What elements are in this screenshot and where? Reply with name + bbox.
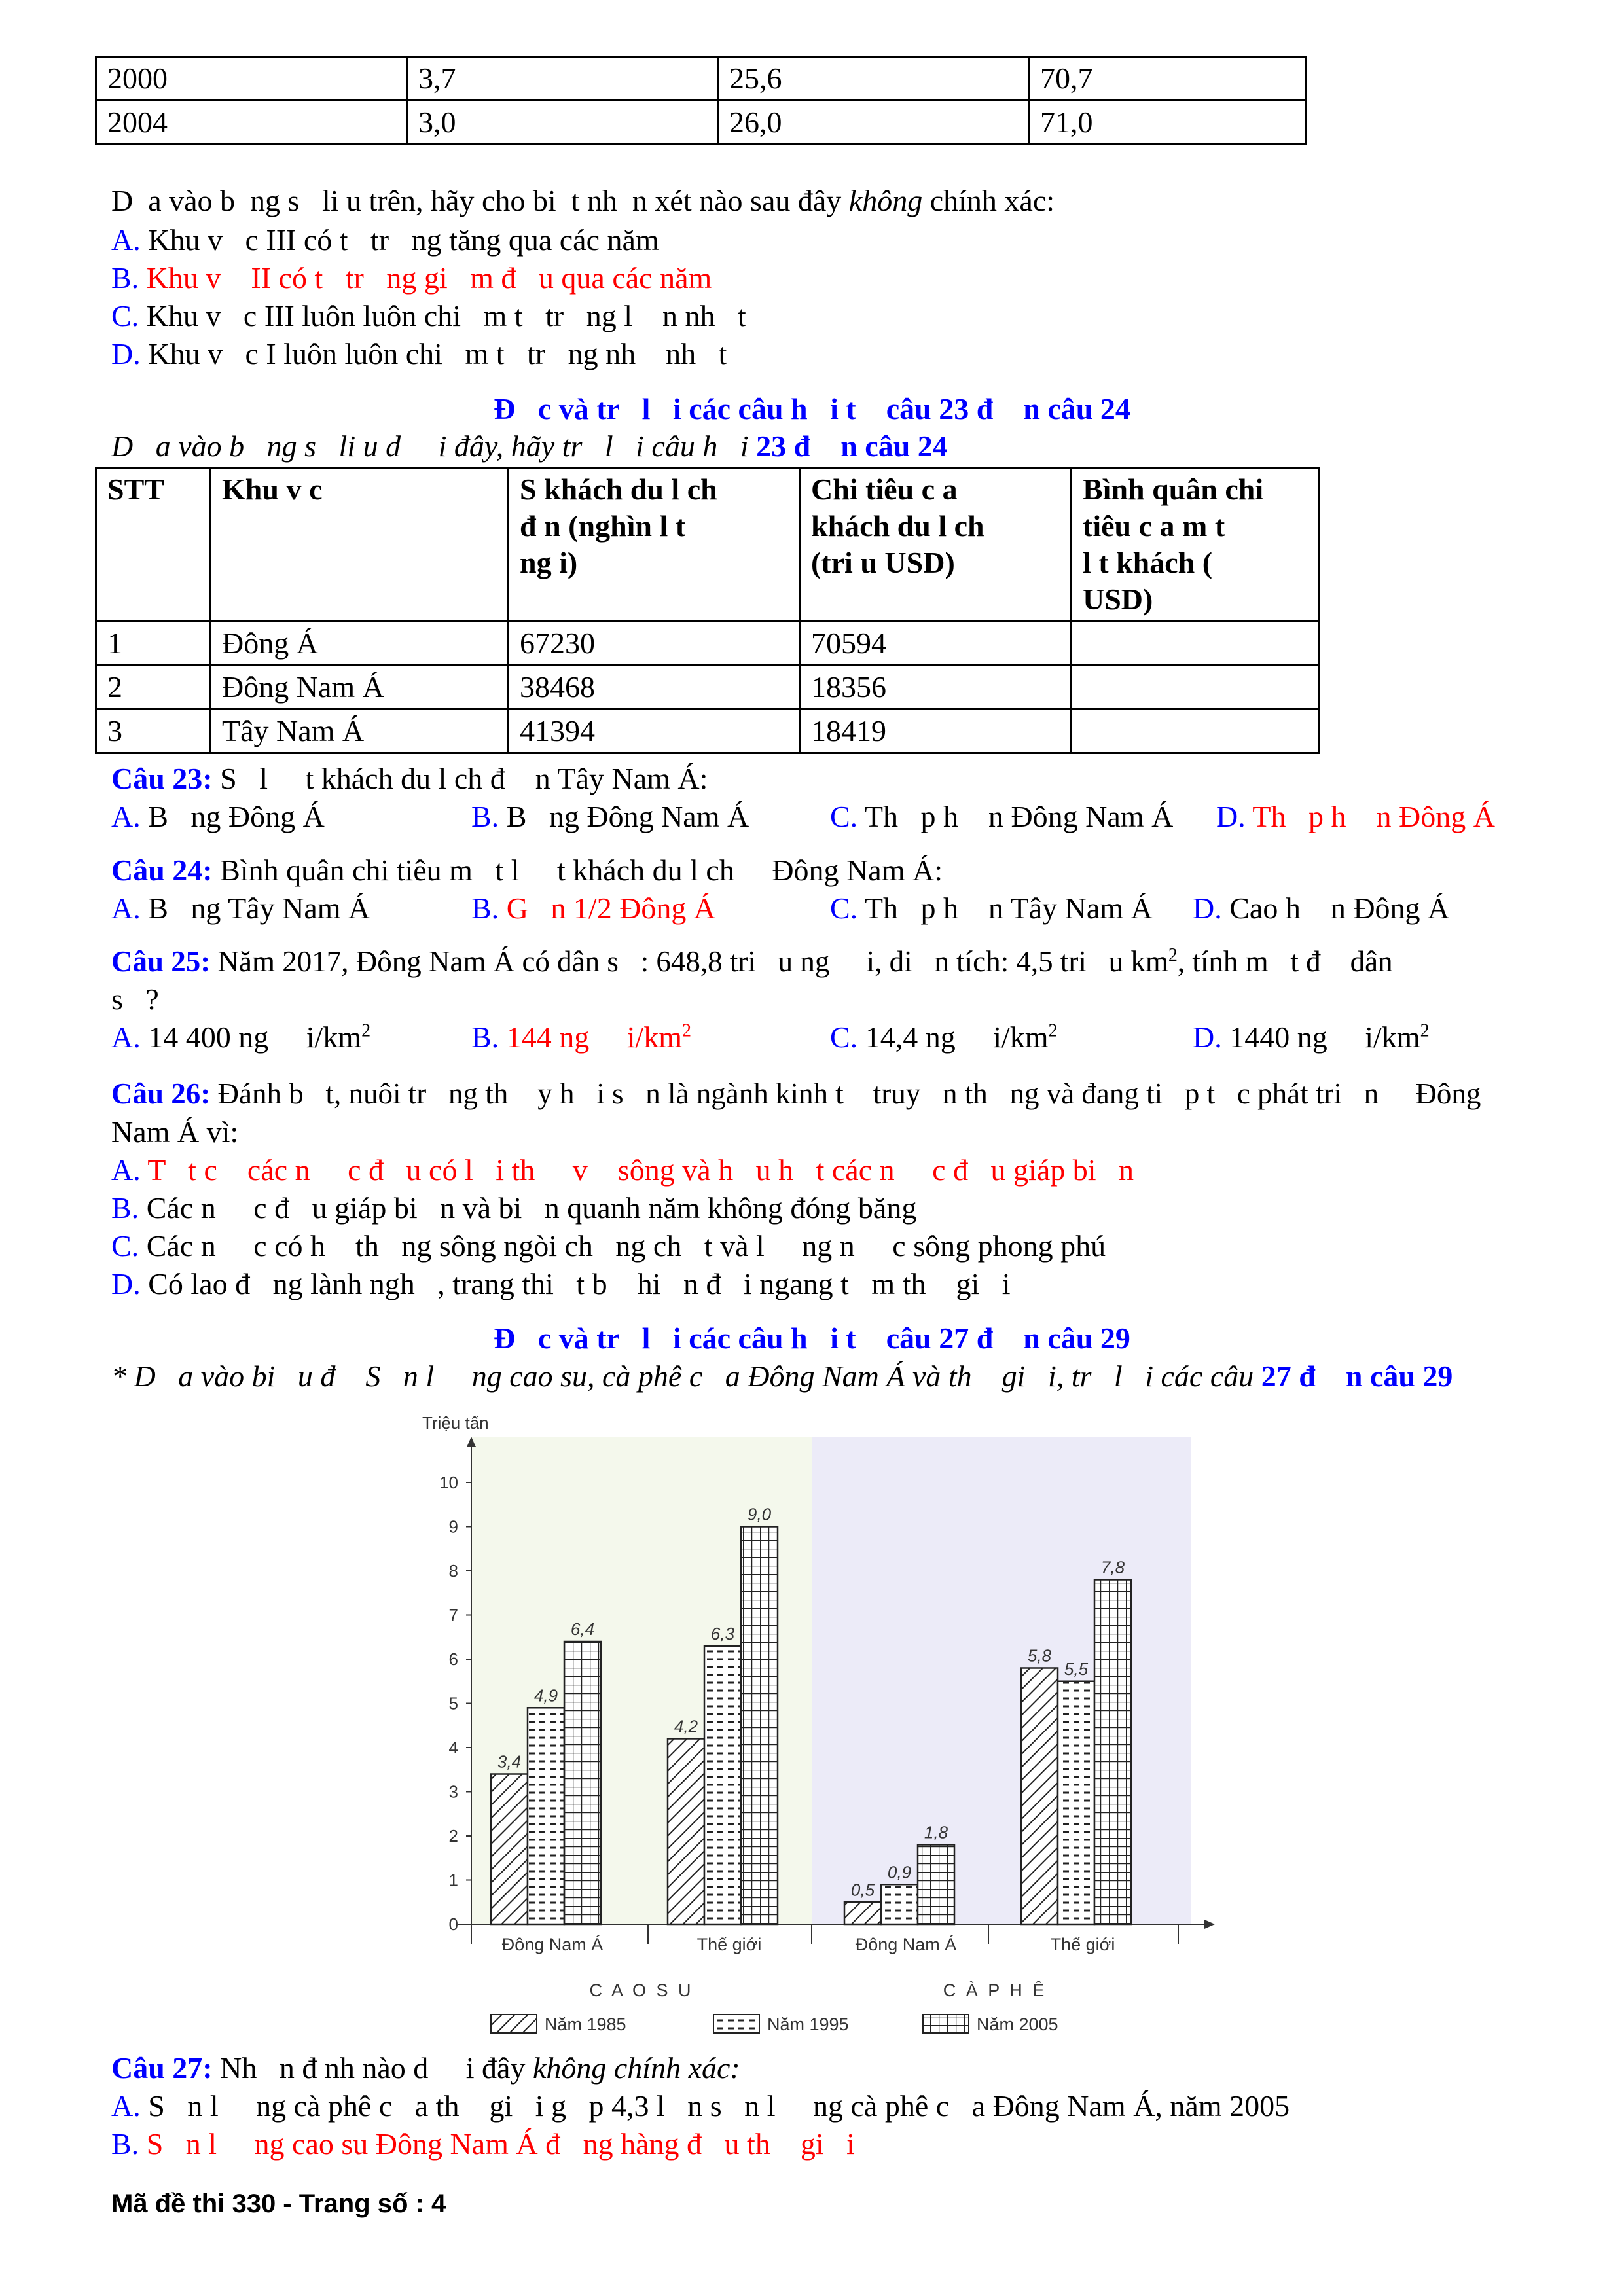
table-2 xyxy=(95,467,1320,754)
table-row xyxy=(96,57,1307,101)
legend-swatch xyxy=(491,2015,537,2033)
x-category-label: Đông Nam Á xyxy=(855,1935,957,1954)
table-1 xyxy=(95,56,1307,145)
group-label: C A O S U xyxy=(589,1981,694,2000)
x-category-label: Đông Nam Á xyxy=(501,1935,604,1954)
table-cell: Đông Á xyxy=(211,622,509,666)
table-header: Chi tiêu c a khách du l ch (tri u USD) xyxy=(800,468,1072,622)
table-cell: Tây Nam Á xyxy=(211,709,509,753)
option-b[interactable]: B. Khu v II có t tr ng gi m đ u qua các năm xyxy=(111,261,712,295)
question-stem: Câu 25: Năm 2017, Đông Nam Á có dân s : 648,8 tri u ng i, di n tích: 4,5 tri u $km^2$, tính m t đ dân xyxy=(111,945,1393,978)
section-subheading: * D a vào bi u đ S n l ng cao su, cà phê c a Đông Nam Á và th gi i, tr l i các câu 27 đ n câu 29 xyxy=(111,1359,1453,1393)
table-cell: 18356 xyxy=(800,666,1072,709)
table-cell: 41394 xyxy=(509,709,800,753)
option-d[interactable]: D. Th p h n Đông Á xyxy=(1216,800,1495,833)
y-tick-label: 8 xyxy=(448,1561,458,1581)
table-cell: 25,6 xyxy=(718,57,1029,101)
y-tick-label: 2 xyxy=(448,1826,458,1846)
y-axis-label: Triệu tấn xyxy=(422,1413,489,1433)
y-tick-label: 9 xyxy=(448,1516,458,1537)
option-a[interactable]: A. T t c các n c đ u có l i th v sông và h u h t các n c đ u giáp bi n xyxy=(111,1153,1134,1187)
option-c[interactable]: C. 14,4 ng $i/km^2$ xyxy=(830,1020,1058,1054)
data-label: 3,4 xyxy=(497,1751,522,1772)
table-row xyxy=(96,101,1307,145)
option-d[interactable]: D. Cao h n Đông Á xyxy=(1193,891,1450,925)
table-cell: 2 xyxy=(96,666,211,709)
y-tick-label: 7 xyxy=(448,1605,458,1625)
table-header: Khu v c xyxy=(211,468,509,622)
table-cell: 2000 xyxy=(96,57,407,101)
y-tick-label: 1 xyxy=(448,1870,458,1890)
data-label: 4,2 xyxy=(674,1716,698,1736)
option-a[interactable]: A. Khu v c III có t tr ng tăng qua các năm xyxy=(111,223,659,257)
legend-label: Năm 1995 xyxy=(767,2015,849,2034)
data-label: 4,9 xyxy=(533,1685,558,1706)
bar-năm-2005 xyxy=(741,1527,778,1925)
option-d[interactable]: D. Khu v c I luôn luôn chi m t tr ng nh nh t xyxy=(111,337,727,370)
table-cell xyxy=(1072,666,1320,709)
question-stem: Câu 24: Bình quân chi tiêu m t l t khách du l ch Đông Nam Á: xyxy=(111,853,943,887)
table-cell: 70594 xyxy=(800,622,1072,666)
option-c[interactable]: C. Khu v c III luôn luôn chi m t tr ng l n nh t xyxy=(111,299,746,332)
table-header: S khách du l ch đ n (nghìn l t ng i) xyxy=(509,468,800,622)
question-stem: Câu 23: S l t khách du l ch đ n Tây Nam Á: xyxy=(111,762,708,795)
question-stem: Câu 27: Nh n đ nh nào d i đây không chính xác: xyxy=(111,2051,740,2085)
option-a[interactable]: A. B ng Đông Á xyxy=(111,800,325,833)
legend-label: Năm 2005 xyxy=(977,2015,1058,2034)
table-header-row xyxy=(96,468,1320,622)
table-cell: 3 xyxy=(96,709,211,753)
y-tick-label: 0 xyxy=(448,1914,458,1934)
page-footer: Mã đề thi 330 - Trang số : 4 xyxy=(111,2189,446,2218)
question-stem-cont: Nam Á vì: xyxy=(111,1115,239,1149)
option-c[interactable]: C. Th p h n Đông Nam Á xyxy=(830,800,1174,833)
table-cell: 18419 xyxy=(800,709,1072,753)
table-cell xyxy=(1072,709,1320,753)
option-b[interactable]: B. G n 1/2 Đông Á xyxy=(471,891,716,925)
table-cell: 70,7 xyxy=(1029,57,1307,101)
table-cell: 67230 xyxy=(509,622,800,666)
section-heading: Đ c và tr l i các câu h i t câu 23 đ n câu 24 xyxy=(494,392,1130,425)
bar-năm-1995 xyxy=(704,1646,741,1924)
bar-năm-1995 xyxy=(881,1884,918,1924)
data-label: 6,4 xyxy=(570,1619,595,1639)
option-d[interactable]: D. 1440 ng $i/km^2$ xyxy=(1193,1020,1430,1054)
option-c[interactable]: C. Th p h n Tây Nam Á xyxy=(830,891,1153,925)
table-header: STT xyxy=(96,468,211,622)
bar-chart xyxy=(360,1404,1276,2045)
bar-năm-1985 xyxy=(491,1774,528,1925)
bar-năm-2005 xyxy=(564,1641,601,1924)
option-b[interactable]: B. B ng Đông Nam Á xyxy=(471,800,749,833)
option-c[interactable]: C. Các n c có h th ng sông ngòi ch ng ch t và l ng n c sông phong phú xyxy=(111,1229,1106,1263)
option-b[interactable]: B. S n l ng cao su Đông Nam Á đ ng hàng đ u th gi i xyxy=(111,2127,855,2161)
data-label: 1,8 xyxy=(924,1822,948,1842)
section-subheading: D a vào b ng s li u d i đây, hãy tr l i câu h i 23 đ n câu 24 xyxy=(111,429,948,463)
x-axis-arrow xyxy=(1204,1920,1215,1929)
y-tick-label: 4 xyxy=(448,1738,458,1757)
table-cell: 2004 xyxy=(96,101,407,145)
option-b[interactable]: B. Các n c đ u giáp bi n và bi n quanh năm không đóng băng xyxy=(111,1191,917,1225)
group-label: C À P H Ê xyxy=(943,1981,1047,2000)
table-cell: 71,0 xyxy=(1029,101,1307,145)
table-cell: 26,0 xyxy=(718,101,1029,145)
bar-năm-2005 xyxy=(918,1845,954,1925)
y-tick-label: 3 xyxy=(448,1782,458,1802)
option-a[interactable]: A. S n l ng cà phê c a th gi i g p 4,3 l n s n l ng cà phê c a Đông Nam Á, năm 2005 xyxy=(111,2089,1290,2123)
chart-background-right xyxy=(812,1437,1191,1924)
bar-năm-1995 xyxy=(528,1708,564,1924)
table-row xyxy=(96,622,1320,666)
table-row xyxy=(96,709,1320,753)
data-label: 9,0 xyxy=(747,1504,772,1524)
x-category-label: Thế giới xyxy=(696,1935,762,1954)
bar-năm-1995 xyxy=(1058,1681,1094,1924)
y-tick-label: 5 xyxy=(448,1693,458,1713)
table-cell xyxy=(1072,622,1320,666)
table-cell: Đông Nam Á xyxy=(211,666,509,709)
option-a[interactable]: A. B ng Tây Nam Á xyxy=(111,891,370,925)
table-header: Bình quân chi tiêu c a m t l t khách ( USD) xyxy=(1072,468,1320,622)
table-cell: 1 xyxy=(96,622,211,666)
x-category-label: Thế giới xyxy=(1050,1935,1115,1954)
data-label: 6,3 xyxy=(710,1623,735,1643)
bar-năm-1985 xyxy=(668,1739,704,1925)
table-row xyxy=(96,666,1320,709)
legend-label: Năm 1985 xyxy=(545,2015,626,2034)
section-heading: Đ c và tr l i các câu h i t câu 27 đ n câu 29 xyxy=(494,1321,1130,1355)
table-cell: 38468 xyxy=(509,666,800,709)
option-d[interactable]: D. Có lao đ ng lành ngh , trang thi t b hi n đ i ngang t m th gi i xyxy=(111,1267,1011,1300)
data-label: 0,9 xyxy=(887,1862,912,1882)
question-stem: D a vào b ng s li u trên, hãy cho bi t nh n xét nào sau đây không chính xác: xyxy=(111,184,1055,217)
data-label: 5,8 xyxy=(1027,1645,1052,1666)
question-stem-cont: s ? xyxy=(111,982,159,1016)
option-b[interactable]: B. 144 ng $i/km^2$ xyxy=(471,1020,692,1054)
question-stem: Câu 26: Đánh b t, nuôi tr ng th y h i s n là ngành kinh t truy n th ng và đang ti p t c phát tri n Đông xyxy=(111,1077,1481,1110)
table-cell: 3,0 xyxy=(407,101,718,145)
data-label: 7,8 xyxy=(1100,1557,1125,1577)
data-label: 0,5 xyxy=(850,1880,875,1900)
table-cell: 3,7 xyxy=(407,57,718,101)
bar-năm-1985 xyxy=(844,1902,881,1924)
data-label: 5,5 xyxy=(1064,1659,1089,1679)
legend-swatch xyxy=(923,2015,969,2033)
bar-năm-2005 xyxy=(1094,1580,1131,1925)
bar-năm-1985 xyxy=(1021,1668,1058,1925)
option-a[interactable]: A. 14 400 ng $i/km^2$ xyxy=(111,1020,371,1054)
y-tick-label: 10 xyxy=(439,1473,458,1492)
y-tick-label: 6 xyxy=(448,1649,458,1669)
legend-swatch xyxy=(713,2015,759,2033)
